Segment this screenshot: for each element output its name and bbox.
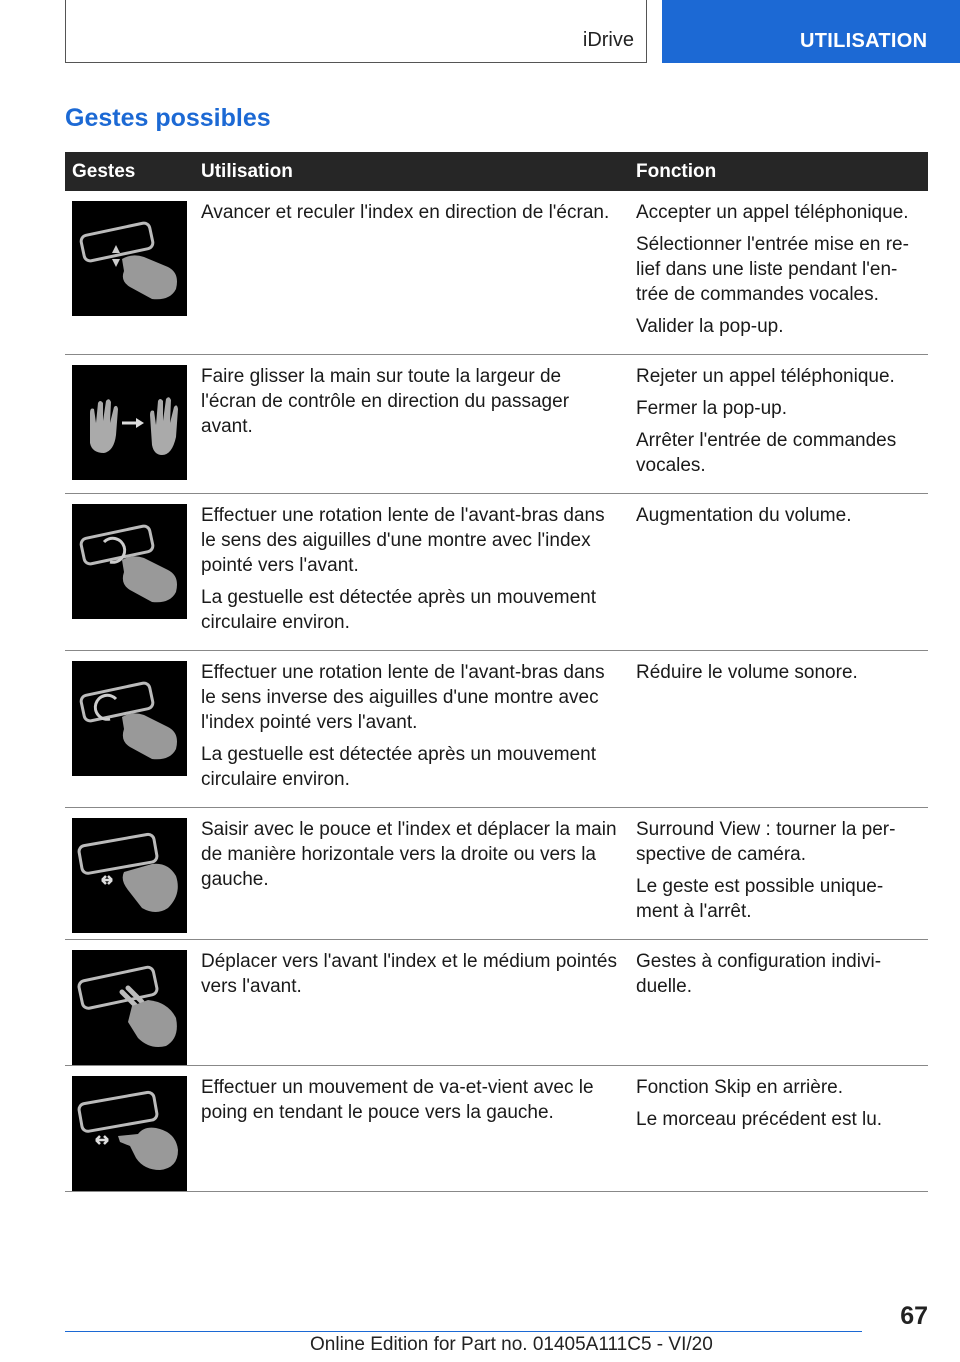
gesture-cell	[65, 494, 194, 651]
usage-cell-paragraph: La gestuelle est détectée après un mouvement circulaire environ.	[201, 587, 597, 633]
usage-cell-paragraph: Saisir avec le pouce et l'index et déplacer la main de manière horizontale vers la droite ou vers la gauche.	[201, 819, 617, 890]
usage-cell	[194, 940, 629, 1066]
column-header-utilisation: Utilisation	[194, 152, 629, 191]
gesture-cell	[65, 808, 194, 940]
column-header-fonction: Fonction	[629, 152, 928, 191]
gesture-cell	[65, 191, 194, 355]
usage-cell-paragraph: La gestuelle est détectée après un mouvement circulaire environ.	[201, 744, 597, 790]
header-chapter-tab	[662, 0, 960, 63]
pinch-move-horizontal-icon	[72, 818, 187, 933]
page-number: 67	[900, 1302, 928, 1330]
function-cell-paragraph: Surround View : tourner la perspective de caméra.	[636, 819, 896, 865]
function-cell	[629, 808, 928, 940]
page-title: Gestes possibles	[65, 104, 271, 132]
function-cell	[629, 355, 928, 494]
table-row	[65, 191, 928, 355]
gesture-cell	[65, 940, 194, 1066]
function-cell-paragraph: Augmentation du volume.	[636, 505, 852, 526]
usage-cell-paragraph: Effectuer un mouvement de va-et-vient avec le poing en tendant le pouce vers la gauche.	[201, 1077, 594, 1123]
usage-cell	[194, 651, 629, 808]
index-finger-forward-back-icon	[72, 201, 187, 316]
function-cell-paragraph: Gestes à configuration individuelle.	[636, 951, 882, 997]
function-cell	[629, 191, 928, 355]
rotate-clockwise-icon	[72, 504, 187, 619]
table-row	[65, 355, 928, 494]
usage-cell	[194, 191, 629, 355]
usage-cell-paragraph: Effectuer une rotation lente de l'avant-bras dans le sens des aiguilles d'une montre avec l'index pointé vers l'avant.	[201, 505, 605, 576]
edition-note: Online Edition for Part no. 01405A111C5 - VI/20	[310, 1334, 713, 1355]
gesture-cell	[65, 651, 194, 808]
function-cell-paragraph: Accepter un appel téléphonique.	[636, 202, 909, 223]
table-row	[65, 494, 928, 651]
rotate-counterclockwise-icon	[72, 661, 187, 776]
function-cell-paragraph: Le geste est possible uniquement à l'arrêt.	[636, 876, 884, 922]
usage-cell	[194, 494, 629, 651]
usage-cell	[194, 355, 629, 494]
header-section-label: iDrive	[582, 29, 634, 51]
function-cell-paragraph: Rejeter un appel téléphonique.	[636, 366, 895, 387]
usage-cell	[194, 808, 629, 940]
usage-cell-paragraph: Faire glisser la main sur toute la largeur de l'écran de contrôle en direction du passager avant.	[201, 366, 570, 437]
usage-cell	[194, 1066, 629, 1192]
function-cell-paragraph: Arrêter l'entrée de commandes vocales.	[636, 430, 897, 476]
function-cell	[629, 1066, 928, 1192]
table-row	[65, 1066, 928, 1192]
function-cell-paragraph: Fermer la pop-up.	[636, 398, 788, 419]
column-header-gestes: Gestes	[65, 152, 194, 191]
gestures-table	[65, 152, 928, 1192]
table-row	[65, 940, 928, 1066]
two-finger-point-icon	[72, 950, 187, 1065]
function-cell-paragraph: Sélectionner l'entrée mise en relief dans une liste pendant l'entrée de commandes vocales.	[636, 234, 909, 305]
footer-rule	[65, 1331, 862, 1332]
function-cell	[629, 940, 928, 1066]
usage-cell-paragraph: Avancer et reculer l'index en direction de l'écran.	[201, 202, 610, 223]
table-row	[65, 651, 928, 808]
function-cell-paragraph: Fonction Skip en arrière.	[636, 1077, 843, 1098]
header-chapter-label: UTILISATION	[800, 30, 928, 52]
usage-cell-paragraph: Effectuer une rotation lente de l'avant-bras dans le sens inverse des aiguilles d'une montre avec l'index pointé vers l'avant.	[201, 662, 605, 733]
header-section-box	[65, 0, 647, 63]
fist-thumb-swipe-icon	[72, 1076, 187, 1191]
gesture-cell	[65, 355, 194, 494]
function-cell	[629, 494, 928, 651]
function-cell-paragraph: Réduire le volume sonore.	[636, 662, 858, 683]
function-cell-paragraph: Le morceau précédent est lu.	[636, 1109, 883, 1130]
hand-swipe-icon	[72, 365, 187, 480]
table-header-row	[65, 152, 928, 191]
function-cell-paragraph: Valider la pop-up.	[636, 316, 784, 337]
function-cell	[629, 651, 928, 808]
usage-cell-paragraph: Déplacer vers l'avant l'index et le médium pointés vers l'avant.	[201, 951, 617, 997]
table-row	[65, 808, 928, 940]
gesture-cell	[65, 1066, 194, 1192]
